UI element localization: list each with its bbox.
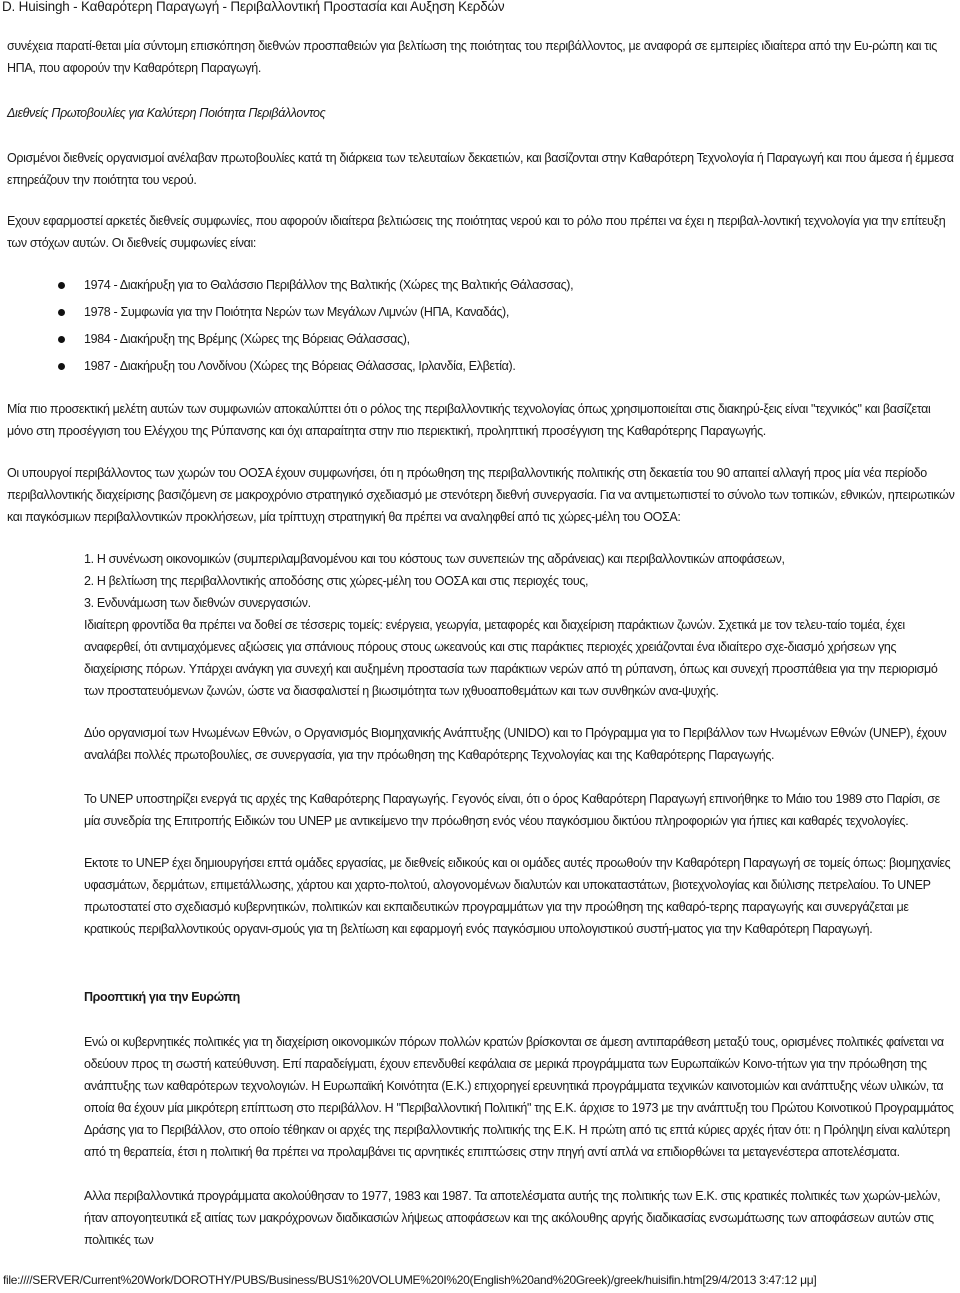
list-item: 3. Ενδυνάμωση των διεθνών συνεργασιών. xyxy=(84,596,311,610)
europe-paragraph-2: Αλλα περιβαλλοντικά προγράμματα ακολούθησαν το 1977, 1983 και 1987. Τα αποτελέσματα αυτής της πολιτικής των Ε.Κ. στις κρατικές πολιτικές των χωρών-μελών, ήταν απογοητευτικά εξ αιτίας των μακρόχρονων διαδικασιών λήψεως αποφάσεων και της ακόλουθης αργής διαδικασίας ενσωμάτωσης των αποφάσεων αυτών στις πολιτικές των xyxy=(84,1189,941,1247)
europe-heading: Προοπτική για την Ευρώπη xyxy=(84,990,240,1004)
bullet-icon xyxy=(58,336,65,343)
section-heading-international: Διεθνείς Πρωτοβουλίες για Καλύτερη Ποιότητα Περιβάλλοντος xyxy=(7,106,326,120)
organizations-paragraph: Ορισμένοι διεθνείς οργανισμοί ανέλαβαν πρωτοβουλίες κατά τη διάρκεια των τελευταίων δεκαετιών, και βασίζονται στην Καθαρότερη Τεχνολογία ή Παραγωγή και που άμεσα ή έμμεσα επηρεάζουν την ποιότητα του νερού. xyxy=(7,151,954,187)
study-paragraph: Μία πιο προσεκτική μελέτη αυτών των συμφωνιών αποκαλύπτει ότι ο ρόλος της περιβαλλοντικής τεχνολογίας όπως χρησιμοποιείται στις διακηρύ-ξεις είναι "τεχνικός" και βασίζεται μόνο στη προσέγγιση του Ελέγχου της Ρύπανσης και όχι απαραίτητα στην πιο περιεκτική, προληπτική προσέγγιση της Καθαρότερης Παραγωγής. xyxy=(7,402,931,438)
list-item: 1974 - Διακήρυξη για το Θαλάσσιο Περιβάλλον της Βαλτικής (Χώρες της Βαλτικής Θάλασσας), xyxy=(55,272,573,299)
intro-paragraph: συνέχεια παρατί-θεται μία σύντομη επισκόπηση διεθνών προσπαθειών για βελτίωση της ποιότητας του περιβάλλοντος, με αναφορά σε εμπειρίες ιδιαίτερα από την Ευ-ρώπη και τις ΗΠΑ, που αφορούν την Καθαρότερη Παραγωγή. xyxy=(7,39,937,75)
list-item: 1987 - Διακήρυξη του Λονδίνου (Χώρες της Βόρειας Θάλασσας, Ιρλανδία, Ελβετία). xyxy=(55,353,573,380)
sectors-paragraph: Ιδιαίτερη φροντίδα θα πρέπει να δοθεί σε τέσσερις τομείς: ενέργεια, γεωργία, μεταφορές και διαχείριση παράκτιων ζωνών. Σχετικά με τον τελευ-ταίο τομέα, έχει αναφερθεί, ότι αντιμαχόμενες αξιώσεις για σπάνιους πόρους στους ωκεανούς και στις παράκτιες περιοχές χρειάζονται ένα ιδιαίτερο σχε-διασμό χρήσεων γης διαχείρισης πόρων. Υπάρχει ανάγκη για συνεχή και αυξημένη προστασία των παράκτιων νερών από τη ρύπανση, όπως και συνεχή προσπάθεια για την περιορισμό των προστατευόμενων ζωνών, ώστε να διασφαλιστεί η βιωσιμότητα των ιχθυοαποθεμάτων και των συνθηκών ανα-ψυχής. xyxy=(84,618,938,698)
unep-paragraph: Το UNEP υποστηρίζει ενεργά τις αρχές της Καθαρότερης Παραγωγής. Γεγονός είναι, ότι ο όρος Καθαρότερη Παραγωγή επινοήθηκε το Μάιο του 1989 στο Παρίσι, σε μία συνεδρία της Επιτροπής Ειδικών του UNEP με αντικείμενο την πρόωθηση ενός νέου παγκόσμιου δικτύου πληροφοριών για ήπιες και καθαρές τεχνολογίες. xyxy=(84,792,940,828)
bullet-icon xyxy=(58,309,65,316)
europe-paragraph-1: Ενώ οι κυβερνητικές πολιτικές για τη διαχείριση οικονομικών πόρων πολλών κρατών βρίσκονται σε άμεση αντιπαράθεση μεταξύ τους, ορισμένες πολιτικές φαίνεται να οδεύουν προς τη σωστή κατεύθυνση. Επί παραδείγματι, έχουν επενδυθεί κεφάλαια σε μερικά προγράμματα των Ευρωπαϊκών Κοινο-τήτων για την πρόωθηση της ανάπτυξης των καθαρότερων τεχνολογιών. Η Ευρωπαϊκή Κοινότητα (Ε.Κ.) επιχορηγεί ερευνητικά προγράμματα τεχνικών καινοτομιών και ανάπτυξης νέων υλικών, τα οποία θα έχουν μία μικρότερη επίπτωση στο περιβάλλον. Η "Περιβαλλοντική Πολιτική" της Ε.Κ. άρχισε το 1973 με την ανάπτυξη του Πρώτου Κοινοτικού Προγραμμάτος Δράσης για το Περιβάλλον, στο οποίο τέθηκαν οι αρχές της περιβαλλοντικής πολιτικής της Ε.Κ. Η πρώτη από τις επτά κύριες αρχές ήταν ότι: η Πρόληψη είναι καλύτερη από τη θεραπεία, έτσι η πολιτική θα πρέπει να προλαμβάνει τις αρνητικές επιπτώσεις στην πηγή αντί απλά να επιδιορθώνει τα μεταγενέστερα αποτελέσματα. xyxy=(84,1035,954,1159)
working-groups-paragraph: Εκτοτε το UNEP έχει δημιουργήσει επτά ομάδες εργασίας, με διεθνείς ειδικούς και οι ομάδες αυτές προωθούν την Καθαρότερη Παραγωγή σε τομείς όπως: βιομηχανίες υφασμάτων, δερμάτων, επιμετάλλωσης, χάρτου και χαρτο-πολτού, αλογονομένων διαλυτών και υποκαταστάτων, βιοτεχνολογίας και διύλισης πετρελαίου. Το UNEP πρωτοστατεί στο σχεδιασμό κυβερνητικών, πολιτικών και εκπαιδευτικών προγραμμάτων για την προώθηση της καθαρό-τερης παραγωγής και συνεργάζεται με κρατικούς περιβαλλοντικούς οργανι-σμούς για τη βελτίωση και εφαρμογή ενός παγκόσμιου υπολογιστικού συστή-ματος για την Καθαρότερη Παραγωγή. xyxy=(84,856,951,936)
agreements-paragraph: Εχουν εφαρμοστεί αρκετές διεθνείς συμφωνίες, που αφορούν ιδιαίτερα βελτιώσεις της ποιότητας νερού και το ρόλο που πρέπει να έχει η περιβαλ-λοντική τεχνολογία για την επίτευξη των στόχων αυτών. Οι διεθνείς συμφωνίες είναι: xyxy=(7,214,946,250)
list-item: 1978 - Συμφωνία για την Ποιότητα Νερών των Μεγάλων Λιμνών (ΗΠΑ, Καναδάς), xyxy=(55,299,573,326)
bullet-icon xyxy=(58,282,65,289)
unido-paragraph: Δύο οργανισμοί των Ηνωμένων Εθνών, ο Οργανισμός Βιομηχανικής Ανάπτυξης (UNIDO) και το Πρόγραμμα για το Περιβάλλον των Ηνωμένων Εθνών (UNEP), έχουν αναλάβει πολλές πρωτοβουλίες, σε συνεργασία, για την πρόωθηση της Καθαρότερης Τεχνολογίας και της Καθαρότερης Παραγωγής. xyxy=(84,726,947,762)
strategy-numbered-list xyxy=(84,548,785,614)
bullet-icon xyxy=(58,363,65,370)
oecd-paragraph: Οι υπουργοί περιβάλλοντος των χωρών του ΟΟΣΑ έχουν συμφωνήσει, ότι η πρόωθηση της περιβαλλοντικής πολιτικής στη δεκαετία του 90 απαιτεί αλλαγή προς μία νέα περίοδο περιβαλλοντικής διαχείρισης βασιζόμενη σε μακροχρόνιο στρατηγικό σχεδιασμό με στενότερη διεθνή συνεργασία. Για να αντιμετωπιστεί το σύνολο των τοπικών, εθνικών, ηπειρωτικών και παγκόσμιων περιβαλλοντικών προκλήσεων, μία τρίπτυχη στρατηγική θα πρέπει να αναληφθεί από τις χώρες-μέλη του ΟΟΣΑ: xyxy=(7,466,955,524)
list-item: 1984 - Διακήρυξη της Βρέμης (Χώρες της Βόρειας Θάλασσας), xyxy=(55,326,573,353)
footer-file-path: file:////SERVER/Current%20Work/DOROTHY/PUBS/Business/BUS1%20VOLUME%20I%20(English%20and%20Greek)/greek/huisifin.htm[29/4/2013 3:47:12 μμ] xyxy=(3,1273,817,1287)
agreements-list xyxy=(55,272,573,380)
list-item: 2. Η βελτίωση της περιβαλλοντικής αποδόσης στις χώρες-μέλη του ΟΟΣΑ και στις περιοχές τους, xyxy=(84,574,589,588)
page-header-title: D. Huisingh - Καθαρότερη Παραγωγή - Περιβαλλοντική Προστασία και Αυξηση Κερδών xyxy=(2,0,505,14)
list-item: 1. Η συνένωση οικονομικών (συμπεριλαμβανομένου και του κόστους των συνεπειών της αδράνειας) και περιβαλλοντικών αποφάσεων, xyxy=(84,552,785,566)
